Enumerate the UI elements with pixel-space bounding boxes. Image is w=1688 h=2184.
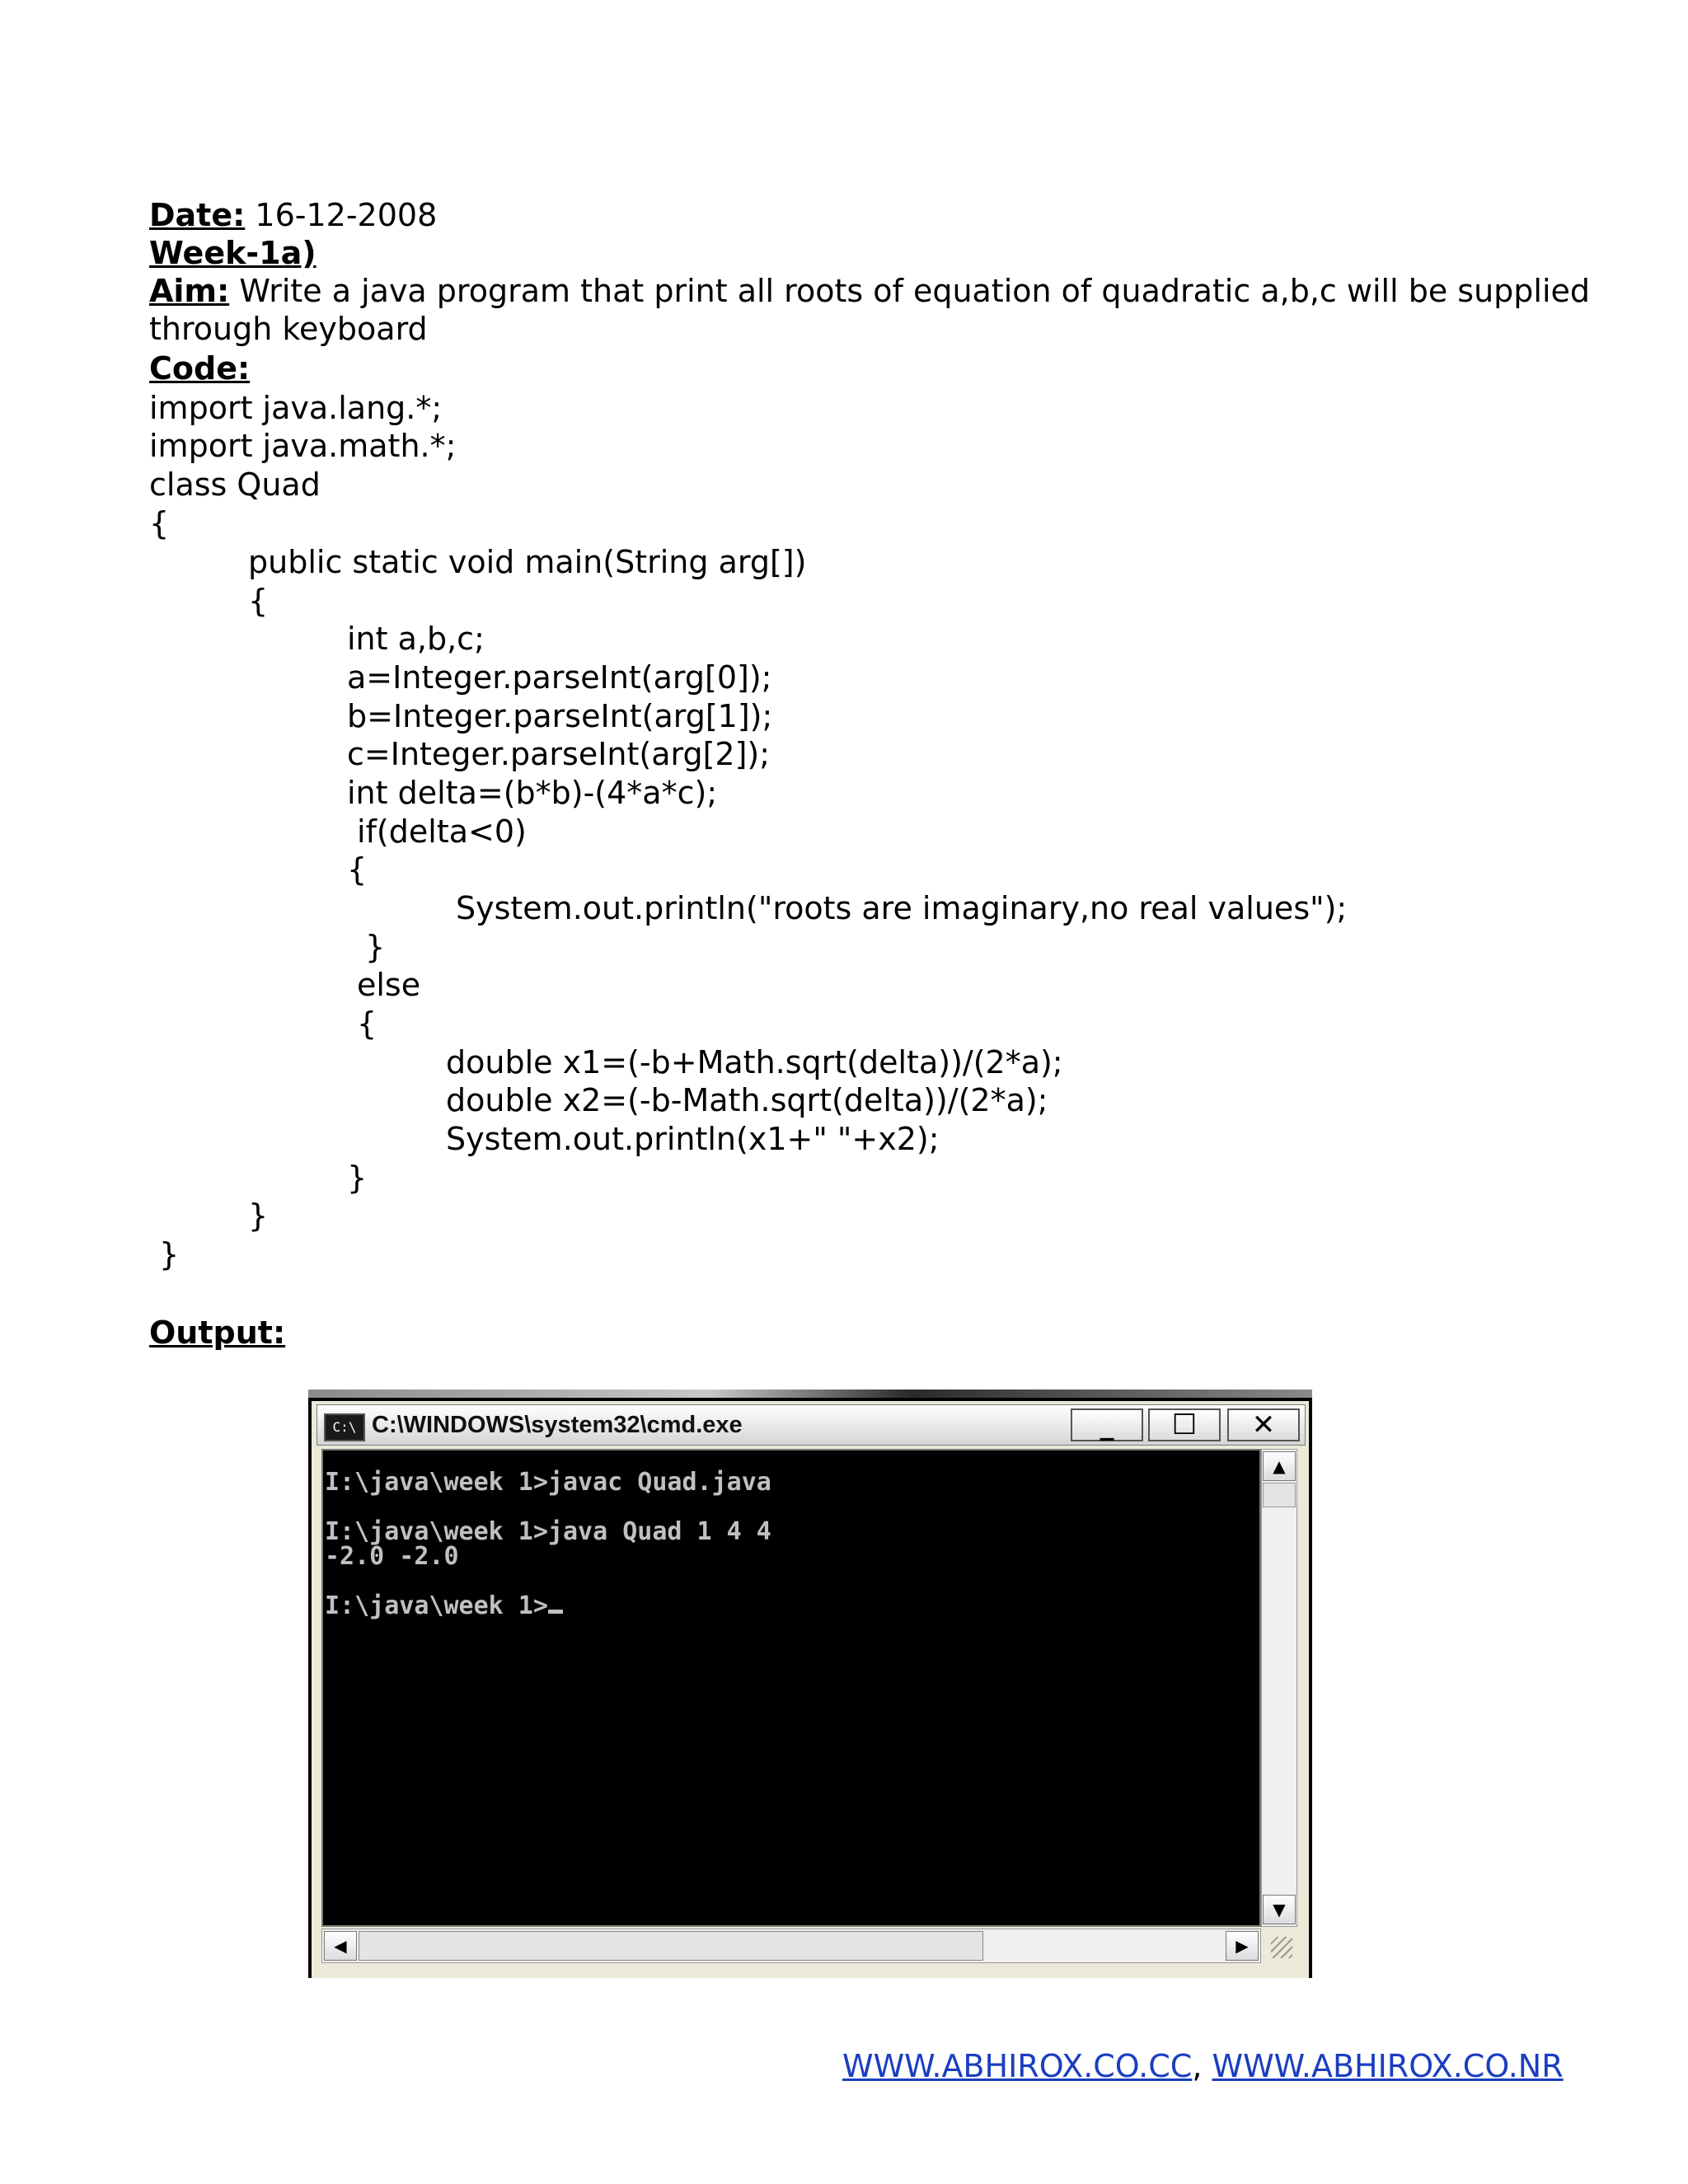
code-line: { [347,851,368,888]
screenshot-edge [308,1390,1312,1398]
code-line: { [149,505,170,541]
code-line: class Quad [149,466,321,503]
minimize-button[interactable] [1071,1408,1143,1441]
code-line: else [357,967,421,1003]
window-title: C:\WINDOWS\system32\cmd.exe [372,1412,743,1438]
console-line: I:\java\week 1>java Quad 1 4 4 [325,1517,771,1546]
horizontal-scrollbar[interactable] [321,1929,1261,1963]
scroll-left-icon[interactable]: ◀ [324,1931,357,1961]
code-line: b=Integer.parseInt(arg[1]); [347,698,773,734]
minimize-icon: _ [1100,1408,1114,1441]
footer-link-cc[interactable]: WWW.ABHIROX.CO.CC [842,2048,1193,2084]
code-line: { [248,583,269,619]
code-line: { [357,1005,377,1042]
code-line: System.out.println("roots are imaginary,no real values"); [456,890,1348,926]
scroll-up-icon[interactable]: ▲ [1263,1451,1296,1481]
output-screenshot [308,1390,1312,1978]
resize-grip[interactable] [1264,1930,1297,1963]
cmd-app-icon: C:\ [324,1413,365,1441]
code-line: import java.math.*; [149,428,457,464]
code-line: } [248,1197,269,1234]
code-line: c=Integer.parseInt(arg[2]); [347,736,771,772]
horizontal-scroll-thumb[interactable] [359,1931,983,1961]
code-line: int a,b,c; [347,621,485,657]
week-label: Week-1a) [149,235,316,271]
console-line: -2.0 -2.0 [325,1542,459,1571]
code-line: } [159,1236,180,1272]
cmd-window [312,1401,1309,1978]
vertical-scrollbar[interactable] [1261,1449,1297,1927]
aim-line [149,272,1590,310]
code-line: double x1=(-b+Math.sqrt(delta))/(2*a); [446,1044,1063,1080]
footer-links [842,2047,1564,2085]
code-line: a=Integer.parseInt(arg[0]); [347,659,772,696]
code-line: import java.lang.*; [149,390,443,426]
text-cursor [548,1610,563,1614]
code-line: } [347,1160,368,1196]
maximize-button[interactable] [1148,1408,1221,1441]
maximize-icon: ☐ [1171,1408,1198,1441]
code-line: System.out.println(x1+" "+x2); [446,1121,940,1157]
close-button[interactable] [1227,1408,1300,1441]
resize-grip-icon [1271,1937,1292,1958]
footer-link-nr[interactable]: WWW.ABHIROX.CO.NR [1212,2048,1564,2084]
code-line: if(delta<0) [357,813,527,850]
code-line: public static void main(String arg[]) [248,544,807,580]
close-icon: ✕ [1251,1408,1276,1441]
date-value: 16-12-2008 [255,197,438,233]
title-bar[interactable] [316,1404,1306,1446]
code-line: int delta=(b*b)-(4*a*c); [347,775,718,811]
date-label: Date: [149,197,246,233]
aim-text-continued: through keyboard [149,311,428,347]
code-line: } [365,929,386,965]
vertical-scroll-thumb[interactable] [1263,1483,1296,1507]
console-prompt-line [325,1591,563,1620]
code-label: Code: [149,350,251,387]
scroll-down-icon[interactable]: ▼ [1263,1895,1296,1924]
scroll-right-icon[interactable]: ▶ [1226,1931,1259,1961]
console-prompt: I:\java\week 1> [325,1591,548,1620]
footer-separator: , [1192,2048,1203,2084]
console-output[interactable] [321,1449,1261,1927]
aim-text: Write a java program that print all roots of equation of quadratic a,b,c will be supplied [239,273,1591,309]
date-line [149,196,437,234]
code-line: double x2=(-b-Math.sqrt(delta))/(2*a); [446,1082,1048,1118]
aim-label: Aim: [149,273,230,309]
console-line: I:\java\week 1>javac Quad.java [325,1468,771,1497]
output-label: Output: [149,1315,286,1351]
